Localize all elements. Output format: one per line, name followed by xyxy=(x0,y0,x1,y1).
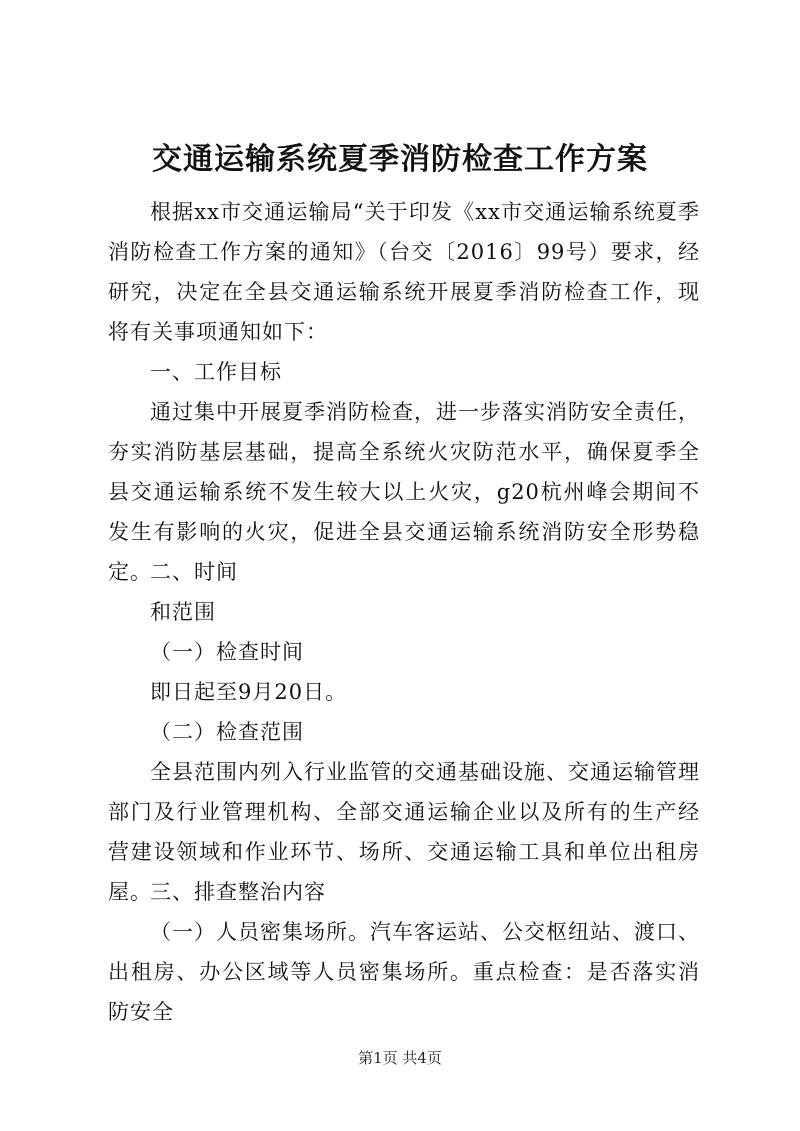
page-footer: 第1页 共4页 xyxy=(358,1049,442,1067)
paragraph-check-time: 即日起至9月20日。 xyxy=(150,680,348,704)
document-title: 交通运输系统夏季消防检查工作方案 xyxy=(152,142,648,177)
heading-scope: 和范围 xyxy=(150,600,216,624)
paragraph-crowded-places: （一）人员密集场所。汽车客运站、公交枢纽站、渡口、出租房、办公区域等人员密集场所。重点检查：是否落实消防安全 xyxy=(108,920,700,1024)
paragraph-check-scope: 全县范围内列入行业监管的交通基础设施、交通运输管理部门及行业管理机构、全部交通运输企业以及所有的生产经营建设领域和作业环节、场所、交通运输工具和单位出租房屋。 xyxy=(108,760,700,904)
subheading-check-scope: （二）检查范围 xyxy=(150,720,304,744)
heading-work-goal: 一、工作目标 xyxy=(150,360,282,384)
paragraph-intro: 根据xx市交通运输局“关于印发《xx市交通运输系统夏季消防检查工作方案的通知》（台交〔2016〕99号）要求，经研究，决定在全县交通运输系统开展夏季消防检查工作，现将有关事项通知如下： xyxy=(108,200,700,344)
heading-inspection-content: 三、排查整治内容 xyxy=(150,880,326,904)
subheading-check-time: （一）检查时间 xyxy=(150,640,304,664)
paragraph-work-goal: 通过集中开展夏季消防检查，进一步落实消防安全责任，夯实消防基层基础，提高全系统火灾防范水平，确保夏季全县交通运输系统不发生较大以上火灾，g20杭州峰会期间不发生有影响的火灾，促进全县交通运输系统消防安全形势稳定。 xyxy=(108,400,700,584)
heading-time: 二、时间 xyxy=(150,560,238,584)
